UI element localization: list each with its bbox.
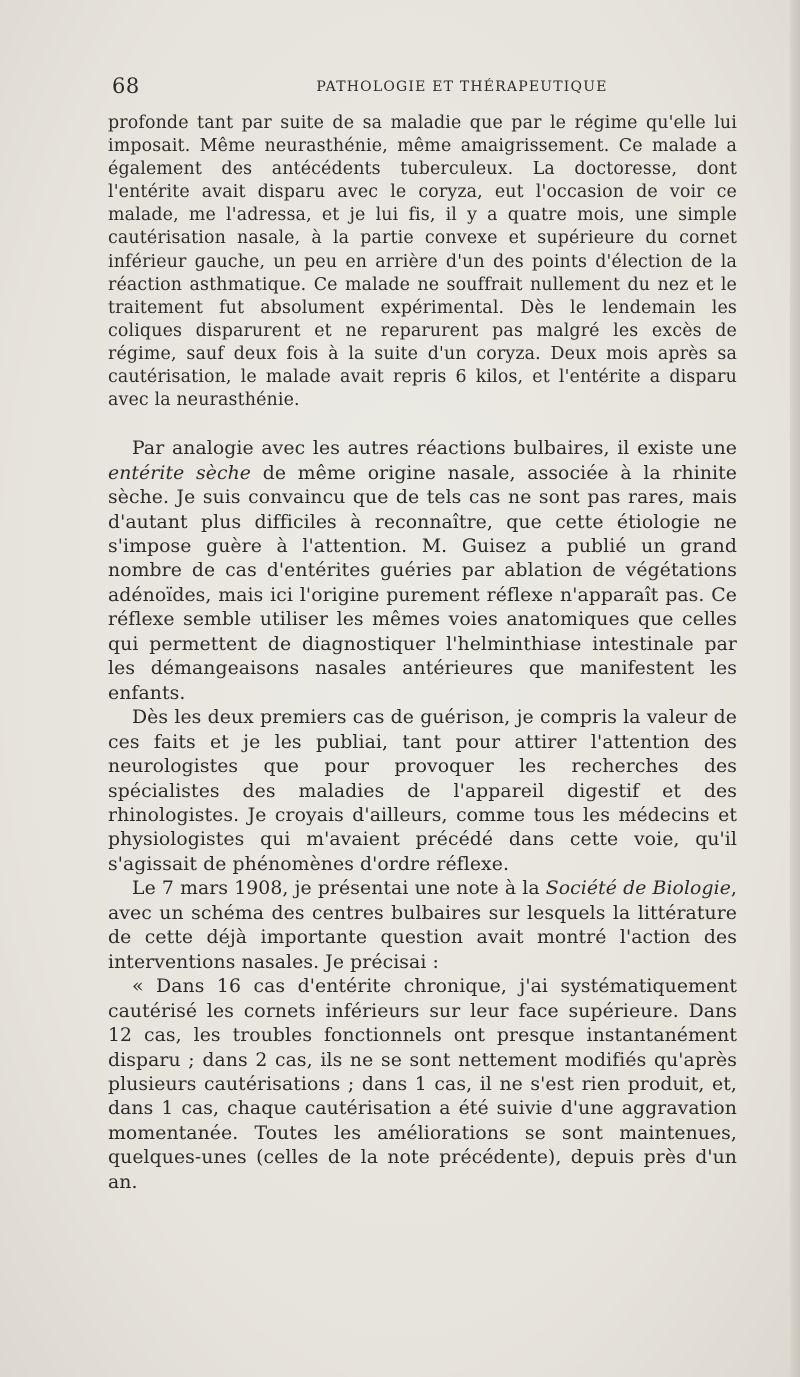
paragraph-4-emphasis: Société de Biologie [545,878,731,900]
paragraph-1: profonde tant par suite de sa maladie que par le régime qu'elle lui imposait. Même neurasthénie, même amaigrissement. Ce malade a également des antécédents tuberculeux. La doctoresse, dont l'entérite avait disparu avec le coryza, eut l'occasion de voir ce malade, me l'adressa, et je lui fis, il y a quatre mois, une simple cautérisation nasale, à la partie convexe et supérieure du cornet inférieur gauche, un peu en arrière d'un des points d'élection de la réaction asthmatique. Ce malade ne souffrait nullement du nez et le traitement fut absolument expérimental. Dès le lendemain les coliques disparurent et ne reparurent pas malgré les excès de régime, sauf deux fois à la suite d'un coryza. Deux mois après sa cautérisation, le malade avait repris 6 kilos, et l'entérite a disparu avec la neurasthénie. [108,113,737,411]
paragraph-2-start: Par analogie avec les autres réactions bulbaires, il existe une [132,438,737,460]
page-number: 68 [112,74,140,98]
paragraph-5: « Dans 16 cas d'entérite chronique, j'ai systématiquement cautérisé les cornets inférieurs sur leur face supérieure. Dans 12 cas, les troubles fonctionnels ont presque instantanément disparu ; dans 2 cas, ils ne se sont nettement modifiés qu'après plusieurs cautérisations ; dans 1 cas, il ne s'est rien produit, et, dans 1 cas, chaque cautérisation a été suivie d'une aggravation momentanée. Toutes les améliorations se sont maintenues, quelques-unes (celles de la note précédente), depuis près d'un an. [108,976,737,1193]
paragraph-2 [108,437,737,706]
paragraph-3: Dès les deux premiers cas de guérison, je compris la valeur de ces faits et je les publiai, tant pour attirer l'attention des neurologistes que pour provoquer les recherches des spécialistes des maladies de l'appareil digestif et des rhinologistes. Je croyais d'ailleurs, comme tous les médecins et physiologistes qui m'avaient précédé dans cette voie, qu'il s'agissait de phénomènes d'ordre réflexe. [108,707,737,875]
paragraph-2-emphasis: entérite sèche [108,462,252,484]
paragraph-4-start: Le 7 mars 1908, je présentai une note à la [132,878,546,900]
page-edge [790,0,800,1377]
running-title: PATHOLOGIE ET THÉRAPEUTIQUE [316,79,608,95]
paragraph-4-end: , avec un schéma des centres bulbaires sur lesquels la littérature de cette déjà importante question avait montré l'action des interventions nasales. Je précisai : [108,878,737,973]
page-header [112,74,752,98]
paragraph-4 [108,877,737,975]
paragraph-2-end: de même origine nasale, associée à la rhinite sèche. Je suis convaincu que de tels cas ne sont pas rares, mais d'autant plus difficiles à reconnaître, que cette étiologie ne s'impose guère à l'attention. M. Guisez a publié un grand nombre de cas d'entérites guéries par ablation de végétations adénoïdes, mais ici l'origine purement réflexe n'apparaît pas. Ce réflexe semble utiliser les mêmes voies anatomiques que celles qui permettent de diagnostiquer l'helminthiase intestinale par les démangeaisons nasales antérieures que manifestent les enfants. [108,462,737,704]
body-text [108,112,737,1195]
